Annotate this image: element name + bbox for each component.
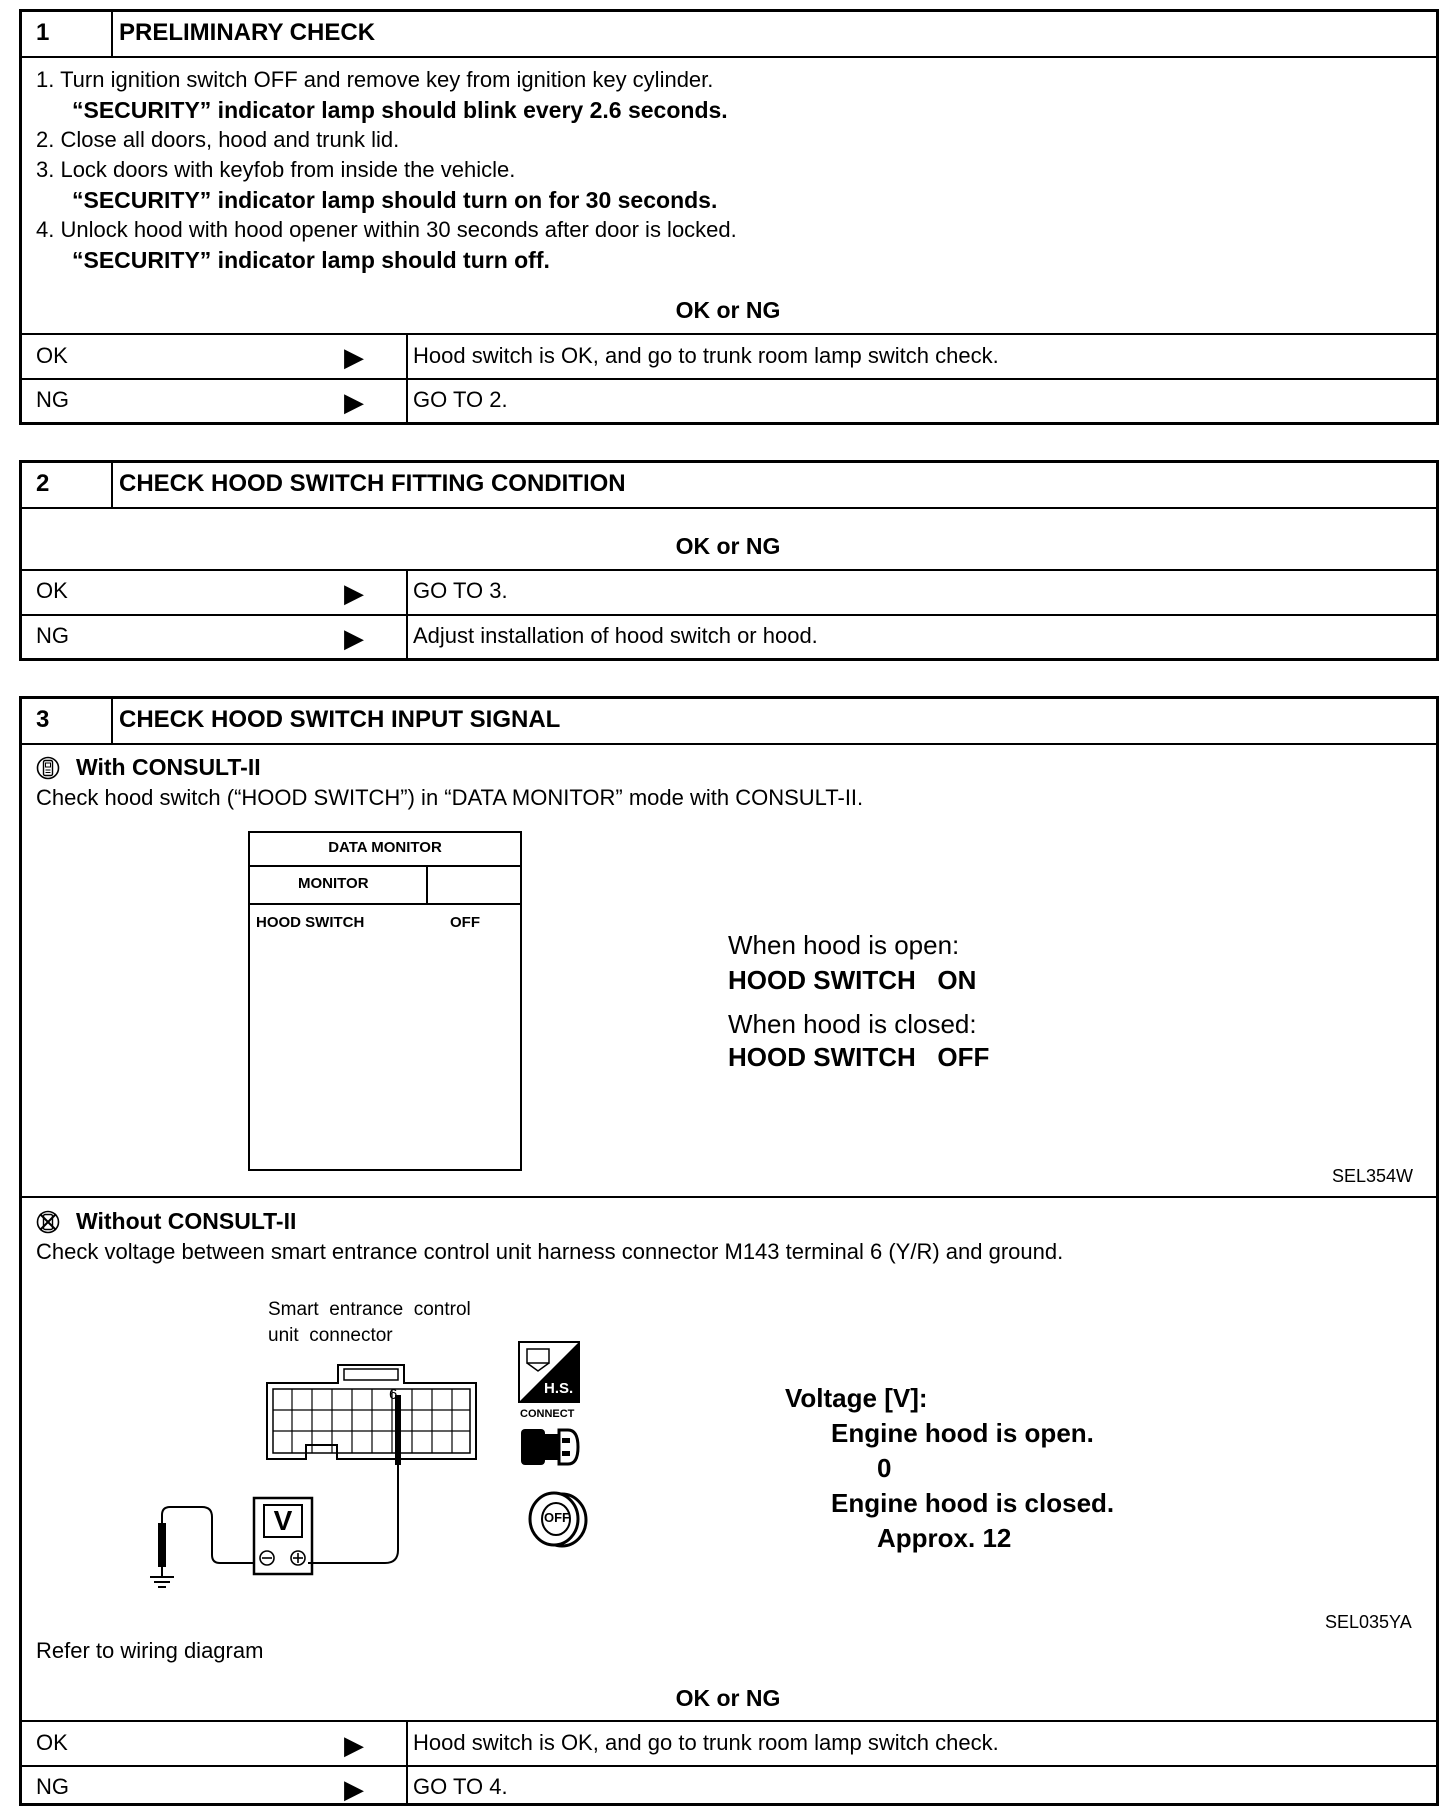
step1-title: PRELIMINARY CHECK <box>119 19 376 46</box>
hood-open-voltage: 0 <box>877 1453 892 1483</box>
hood-open-value: HOOD SWITCH ON <box>728 965 977 995</box>
data-monitor-value: OFF <box>450 914 480 931</box>
figure-code: SEL354W <box>1332 1166 1414 1186</box>
arrow-right-icon: ▶ <box>344 1774 364 1804</box>
step3-title: CHECK HOOD SWITCH INPUT SIGNAL <box>119 706 561 733</box>
voltage-title: Voltage [V]: <box>785 1383 928 1413</box>
arrow-right-icon: ▶ <box>344 623 364 653</box>
connect-icon-label: CONNECT <box>520 1408 575 1420</box>
data-monitor-column: MONITOR <box>298 875 369 892</box>
step1-line: 4. Unlock hood with hood opener within 30 seconds after door is locked. <box>36 217 737 242</box>
step1-ok-label: OK <box>36 343 68 368</box>
step3-ok-ng: OK or NG <box>675 1685 781 1711</box>
voltmeter-letter: V <box>273 1505 293 1536</box>
step3-number: 3 <box>36 706 50 733</box>
hood-closed-voltage: Approx. 12 <box>877 1523 1012 1553</box>
step3-ng-result: GO TO 4. <box>413 1774 508 1799</box>
hood-closed-condition: Engine hood is closed. <box>831 1488 1115 1518</box>
terminal-number: 6 <box>389 1386 398 1403</box>
step1-ok-result: Hood switch is OK, and go to trunk room lamp switch check. <box>413 343 999 368</box>
step1-ok-ng: OK or NG <box>675 297 781 323</box>
no-consult-icon <box>36 1209 60 1235</box>
step3-ok-label: OK <box>36 1730 68 1755</box>
arrow-right-icon: ▶ <box>344 1730 364 1760</box>
step1-line: 2. Close all doors, hood and trunk lid. <box>36 127 400 152</box>
step1-line: “SECURITY” indicator lamp should turn on for 30 seconds. <box>72 187 718 213</box>
step1-ng-result: GO TO 2. <box>413 387 508 412</box>
hood-open-label: When hood is open: <box>728 930 960 960</box>
step2-title: CHECK HOOD SWITCH FITTING CONDITION <box>119 470 626 497</box>
step1-line: “SECURITY” indicator lamp should turn off. <box>72 247 550 273</box>
connect-icon <box>518 1424 582 1470</box>
arrow-right-icon: ▶ <box>344 387 364 417</box>
data-monitor-header: DATA MONITOR <box>328 839 442 856</box>
connector-diagram <box>130 1355 510 1595</box>
step2-ng-result: Adjust installation of hood switch or hood. <box>413 623 818 648</box>
step2-ok-result: GO TO 3. <box>413 578 508 603</box>
refer-wiring-diagram: Refer to wiring diagram <box>36 1638 264 1663</box>
arrow-right-icon: ▶ <box>344 578 364 608</box>
data-monitor-item: HOOD SWITCH <box>256 914 365 931</box>
step1-number: 1 <box>36 19 50 46</box>
figure-code: SEL035YA <box>1325 1612 1412 1632</box>
without-consult-title: Without CONSULT-II <box>76 1208 297 1234</box>
step1-line: 1. Turn ignition switch OFF and remove key from ignition key cylinder. <box>36 67 714 92</box>
step1-ng-label: NG <box>36 387 69 412</box>
ignition-off-label: OFF <box>544 1510 570 1525</box>
step3-ok-result: Hood switch is OK, and go to trunk room lamp switch check. <box>413 1730 999 1755</box>
step2-number: 2 <box>36 470 50 497</box>
arrow-right-icon: ▶ <box>344 342 364 372</box>
step2-ok-label: OK <box>36 578 68 603</box>
connector-label: Smart entrance control <box>268 1299 471 1320</box>
step1-line: 3. Lock doors with keyfob from inside the vehicle. <box>36 157 516 182</box>
step3-ng-label: NG <box>36 1774 69 1799</box>
hood-switch-icon-label: H.S. <box>544 1380 574 1397</box>
step1-line: “SECURITY” indicator lamp should blink every 2.6 seconds. <box>72 97 728 123</box>
data-monitor-screen <box>248 831 522 1171</box>
with-consult-title: With CONSULT-II <box>76 754 261 780</box>
step2-ok-ng: OK or NG <box>675 533 781 559</box>
hood-open-condition: Engine hood is open. <box>831 1418 1094 1448</box>
step1-instructions <box>36 65 737 275</box>
step2-ng-label: NG <box>36 623 69 648</box>
without-consult-text: Check voltage between smart entrance control unit harness connector M143 terminal 6 (Y/R) and ground. <box>36 1239 1064 1264</box>
connector-label: unit connector <box>268 1325 393 1346</box>
with-consult-text: Check hood switch (“HOOD SWITCH”) in “DATA MONITOR” mode with CONSULT-II. <box>36 785 864 810</box>
consult-tool-icon <box>36 755 60 781</box>
hood-closed-label: When hood is closed: <box>728 1009 977 1039</box>
hood-closed-value: HOOD SWITCH OFF <box>728 1042 990 1072</box>
